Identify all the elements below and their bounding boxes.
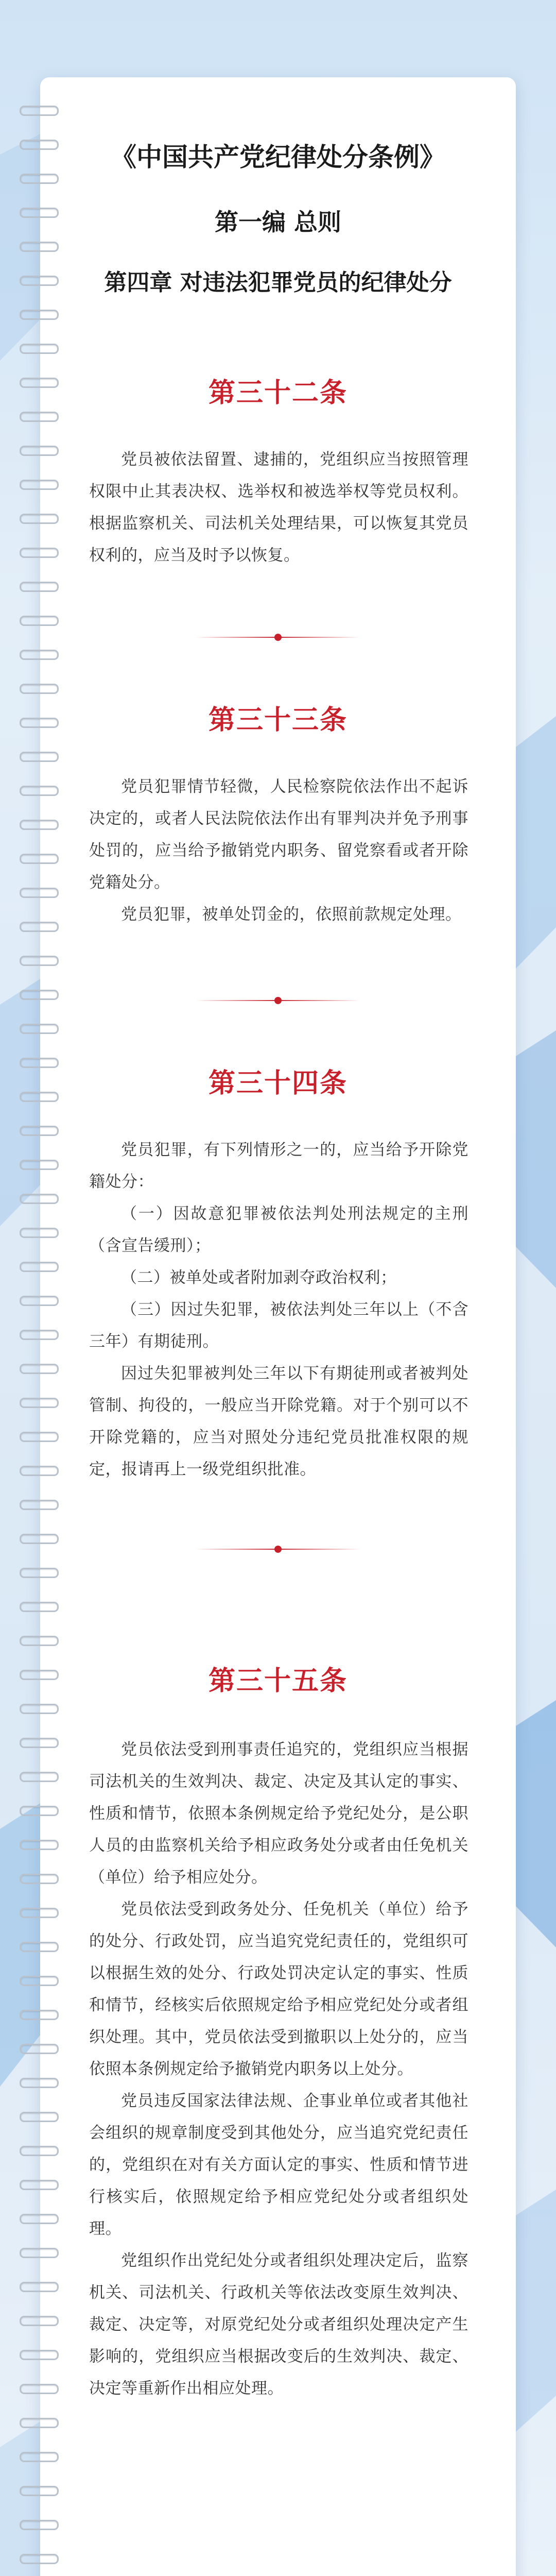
article-body [89, 771, 468, 930]
binding-ring [20, 2044, 59, 2054]
binding-ring [20, 1262, 59, 1272]
binding-ring [20, 1704, 59, 1714]
article-body [89, 444, 468, 571]
binding-ring [20, 2554, 59, 2564]
binding-ring [20, 718, 59, 728]
binding-ring [20, 820, 59, 830]
article-32 [40, 371, 516, 571]
binding-ring [20, 854, 59, 864]
content-card [40, 77, 516, 2576]
binding-ring [20, 2418, 59, 2428]
article-title: 第三十五条 [208, 1666, 348, 1697]
binding-ring [20, 752, 59, 762]
article-paragraph: 党组织作出党纪处分或者组织处理决定后，监察机关、司法机关、行政机关等依法改变原生效判决、裁定、决定等，对原党纪处分或者组织处理决定产生影响的，党组织应当根据改变后的生效判决、裁定、决定等重新作出相应处理。 [89, 2251, 468, 2398]
binding-ring [20, 1500, 59, 1510]
binding-ring [20, 1942, 59, 1952]
article-body [89, 1734, 468, 2404]
binding-ring [20, 2010, 59, 2020]
binding-ring [20, 1908, 59, 1918]
document-title: 《中国共产党纪律处分条例》 [111, 142, 445, 172]
binding-ring [20, 1330, 59, 1340]
binding-ring [20, 276, 59, 286]
article-paragraph: 党员犯罪，有下列情形之一的，应当给予开除党籍处分： [89, 1141, 468, 1191]
section-divider [196, 997, 360, 1004]
article-paragraph: （三）因过失犯罪，被依法判处三年以上（不含三年）有期徒刑。 [89, 1300, 468, 1351]
binding-ring [20, 1670, 59, 1680]
binding-ring [20, 1976, 59, 1986]
binding-ring [20, 616, 59, 626]
binding-ring [20, 2486, 59, 2496]
binding-ring [20, 1636, 59, 1646]
spiral-binding [20, 106, 61, 2576]
binding-ring [20, 1772, 59, 1782]
article-paragraph: 党员犯罪，被单处罚金的，依照前款规定处理。 [121, 905, 462, 924]
binding-ring [20, 1126, 59, 1136]
article-paragraph: 党员依法受到政务处分、任免机关（单位）给予的处分、行政处罚，应当追究党纪责任的，党组织可以根据生效的处分、行政处罚决定认定的事实、性质和情节，经核实后依照规定给予相应党纪处分或者组织处理。其中，党员依法受到撤职以上处分的，应当依照本条例规定给予撤销党内职务以上处分。 [89, 1900, 468, 2078]
binding-ring [20, 2214, 59, 2224]
binding-ring [20, 2282, 59, 2292]
binding-ring [20, 2350, 59, 2360]
binding-ring [20, 2452, 59, 2462]
binding-ring [20, 956, 59, 966]
binding-ring [20, 1432, 59, 1442]
binding-ring [20, 174, 59, 184]
binding-ring [20, 582, 59, 592]
binding-ring [20, 208, 59, 218]
article-paragraph: 党员犯罪情节轻微，人民检察院依法作出不起诉决定的，或者人民法院依法作出有罪判决并免予刑事处罚的，应当给予撤销党内职务、留党察看或者开除党籍处分。 [89, 777, 468, 892]
binding-ring [20, 378, 59, 388]
binding-ring [20, 2180, 59, 2190]
article-paragraph: 党员依法受到刑事责任追究的，党组织应当根据司法机关的生效判决、裁定、决定及其认定的事实、性质和情节，依照本条例规定给予党纪处分，是公职人员的由监察机关给予相应政务处分或者由任免机关（单位）给予相应处分。 [89, 1740, 468, 1887]
binding-ring [20, 2520, 59, 2530]
binding-ring [20, 514, 59, 524]
binding-ring [20, 1874, 59, 1884]
binding-ring [20, 1364, 59, 1374]
binding-ring [20, 990, 59, 1000]
article-title: 第三十三条 [208, 705, 348, 736]
binding-ring [20, 2316, 59, 2326]
binding-ring [20, 2078, 59, 2088]
binding-ring [20, 1738, 59, 1748]
chapter-title: 第四章 对违法犯罪党员的纪律处分 [104, 269, 452, 296]
binding-ring [20, 1568, 59, 1578]
binding-ring [20, 922, 59, 932]
binding-ring [20, 1602, 59, 1612]
binding-ring [20, 412, 59, 422]
binding-ring [20, 684, 59, 694]
article-33 [40, 698, 516, 930]
binding-ring [20, 1840, 59, 1850]
binding-ring [20, 1466, 59, 1476]
binding-ring [20, 1058, 59, 1068]
binding-ring [20, 548, 59, 558]
binding-ring [20, 1534, 59, 1544]
binding-ring [20, 242, 59, 252]
article-body [89, 1134, 468, 1485]
binding-ring [20, 140, 59, 150]
binding-ring [20, 888, 59, 898]
binding-ring [20, 1806, 59, 1816]
binding-ring [20, 106, 59, 116]
section-divider [196, 634, 360, 641]
article-34 [40, 1061, 516, 1485]
binding-ring [20, 310, 59, 320]
binding-ring [20, 1296, 59, 1306]
article-title: 第三十二条 [208, 378, 348, 409]
binding-ring [20, 786, 59, 796]
section-divider [196, 1546, 360, 1553]
binding-ring [20, 1160, 59, 1170]
binding-ring [20, 1092, 59, 1102]
binding-ring [20, 480, 59, 490]
binding-ring [20, 1398, 59, 1408]
part-title: 第一编 总则 [214, 208, 341, 236]
article-paragraph: 因过失犯罪被判处三年以下有期徒刑或者被判处管制、拘役的，一般应当开除党籍。对于个别可以不开除党籍的，应当对照处分违纪党员批准权限的规定，报请再上一级党组织批准。 [89, 1364, 468, 1479]
article-title: 第三十四条 [208, 1068, 348, 1099]
binding-ring [20, 344, 59, 354]
article-paragraph: 党员违反国家法律法规、企事业单位或者其他社会组织的规章制度受到其他处分，应当追究党纪责任的，党组织在对有关方面认定的事实、性质和情节进行核实后，依照规定给予相应党纪处分或者组织处理。 [89, 2092, 468, 2238]
binding-ring [20, 2248, 59, 2258]
article-paragraph: （一）因故意犯罪被依法判处刑法规定的主刑（含宣告缓刑）； [89, 1205, 468, 1255]
binding-ring [20, 446, 59, 456]
binding-ring [20, 650, 59, 660]
article-35 [40, 1659, 516, 2404]
article-paragraph: （二）被单处或者附加剥夺政治权利； [121, 1268, 397, 1287]
binding-ring [20, 1228, 59, 1238]
binding-ring [20, 2384, 59, 2394]
binding-ring [20, 2112, 59, 2122]
article-paragraph: 党员被依法留置、逮捕的，党组织应当按照管理权限中止其表决权、选举权和被选举权等党员权利。根据监察机关、司法机关处理结果，可以恢复其党员权利的，应当及时予以恢复。 [89, 450, 468, 565]
binding-ring [20, 1194, 59, 1204]
binding-ring [20, 2146, 59, 2156]
binding-ring [20, 1024, 59, 1034]
